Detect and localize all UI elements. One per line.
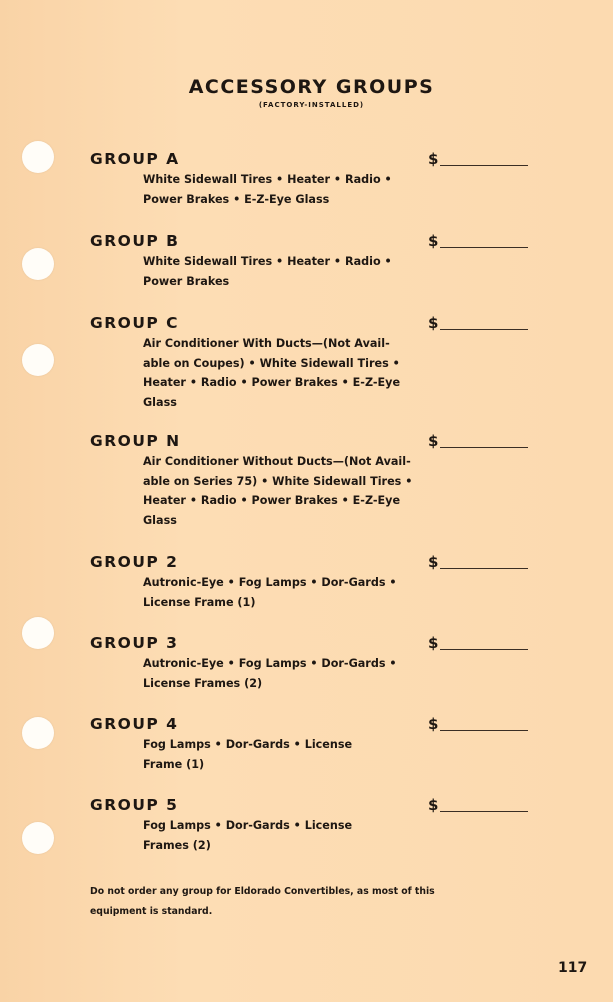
accessory-group: [90, 431, 530, 530]
dollar-sign: $: [428, 314, 439, 332]
group-items: [143, 654, 530, 693]
price-field[interactable]: [428, 231, 528, 251]
item-line: White Sidewall Tires • Heater • Radio •: [143, 255, 392, 268]
page-title: ACCESSORY GROUPS: [188, 76, 435, 98]
footnote: [90, 882, 530, 922]
price-blank-line: [440, 649, 528, 650]
group-name: GROUP N: [90, 432, 181, 450]
group-items: [143, 252, 530, 291]
accessory-group: [90, 231, 530, 291]
group-name: GROUP 2: [90, 553, 179, 571]
accessory-group: [90, 313, 530, 412]
item-line: Glass: [143, 513, 177, 527]
item-line: able on Series 75) • White Sidewall Tires •: [143, 474, 413, 488]
price-field[interactable]: [428, 714, 528, 734]
item-line: License Frames (2): [143, 676, 263, 690]
item-line: Air Conditioner Without Ducts—(Not Avail-: [143, 455, 411, 468]
item-line: Autronic-Eye • Fog Lamps • Dor-Gards •: [143, 657, 397, 670]
price-blank-line: [440, 811, 528, 812]
dollar-sign: $: [428, 715, 439, 733]
accessory-group: [90, 795, 530, 855]
price-field[interactable]: [428, 633, 528, 653]
group-items: [143, 735, 530, 774]
binder-hole: [22, 141, 54, 173]
dollar-sign: $: [428, 796, 439, 814]
price-blank-line: [440, 247, 528, 248]
item-line: Power Brakes: [143, 274, 230, 288]
item-line: Heater • Radio • Power Brakes • E-Z-Eye: [143, 376, 401, 389]
item-line: License Frame (1): [143, 595, 256, 609]
page-number: 117: [558, 960, 588, 976]
item-line: Glass: [143, 395, 177, 409]
price-field[interactable]: [428, 431, 528, 451]
price-blank-line: [440, 165, 528, 166]
binder-hole: [22, 822, 54, 854]
item-line: Frames (2): [143, 838, 211, 852]
item-line: Heater • Radio • Power Brakes • E-Z-Eye: [143, 494, 401, 507]
accessory-group: [90, 149, 530, 209]
footnote-line: equipment is standard.: [90, 906, 213, 917]
item-line: able on Coupes) • White Sidewall Tires •: [143, 356, 400, 370]
group-items: [143, 452, 530, 530]
accessory-group: [90, 552, 530, 612]
binder-hole: [22, 248, 54, 280]
group-name: GROUP 5: [90, 796, 179, 814]
item-line: Frame (1): [143, 757, 205, 771]
binder-hole: [22, 717, 54, 749]
footnote-line: Do not order any group for Eldorado Convertibles, as most of this: [90, 886, 435, 897]
item-line: White Sidewall Tires • Heater • Radio •: [143, 173, 392, 186]
group-name: GROUP A: [90, 150, 180, 168]
item-line: Autronic-Eye • Fog Lamps • Dor-Gards •: [143, 576, 397, 589]
dollar-sign: $: [428, 232, 439, 250]
dollar-sign: $: [428, 432, 439, 450]
group-name: GROUP B: [90, 232, 180, 250]
dollar-sign: $: [428, 553, 439, 571]
accessory-group: [90, 633, 530, 693]
item-line: Air Conditioner With Ducts—(Not Avail-: [143, 337, 390, 350]
group-items: [143, 573, 530, 612]
group-items: [143, 170, 530, 209]
group-items: [143, 816, 530, 855]
item-line: Power Brakes • E-Z-Eye Glass: [143, 192, 330, 206]
price-field[interactable]: [428, 795, 528, 815]
accessory-group: [90, 714, 530, 774]
binder-hole: [22, 617, 54, 649]
price-field[interactable]: [428, 313, 528, 333]
group-name: GROUP 4: [90, 715, 179, 733]
item-line: Fog Lamps • Dor-Gards • License: [143, 738, 353, 751]
dollar-sign: $: [428, 150, 439, 168]
dollar-sign: $: [428, 634, 439, 652]
price-blank-line: [440, 730, 528, 731]
price-field[interactable]: [428, 552, 528, 572]
price-blank-line: [440, 568, 528, 569]
price-blank-line: [440, 329, 528, 330]
binder-hole: [22, 344, 54, 376]
group-name: GROUP C: [90, 314, 180, 332]
group-name: GROUP 3: [90, 634, 179, 652]
page-subtitle: (FACTORY-INSTALLED): [258, 101, 365, 109]
price-blank-line: [440, 447, 528, 448]
price-field[interactable]: [428, 149, 528, 169]
group-items: [143, 334, 530, 412]
item-line: Fog Lamps • Dor-Gards • License: [143, 819, 353, 832]
